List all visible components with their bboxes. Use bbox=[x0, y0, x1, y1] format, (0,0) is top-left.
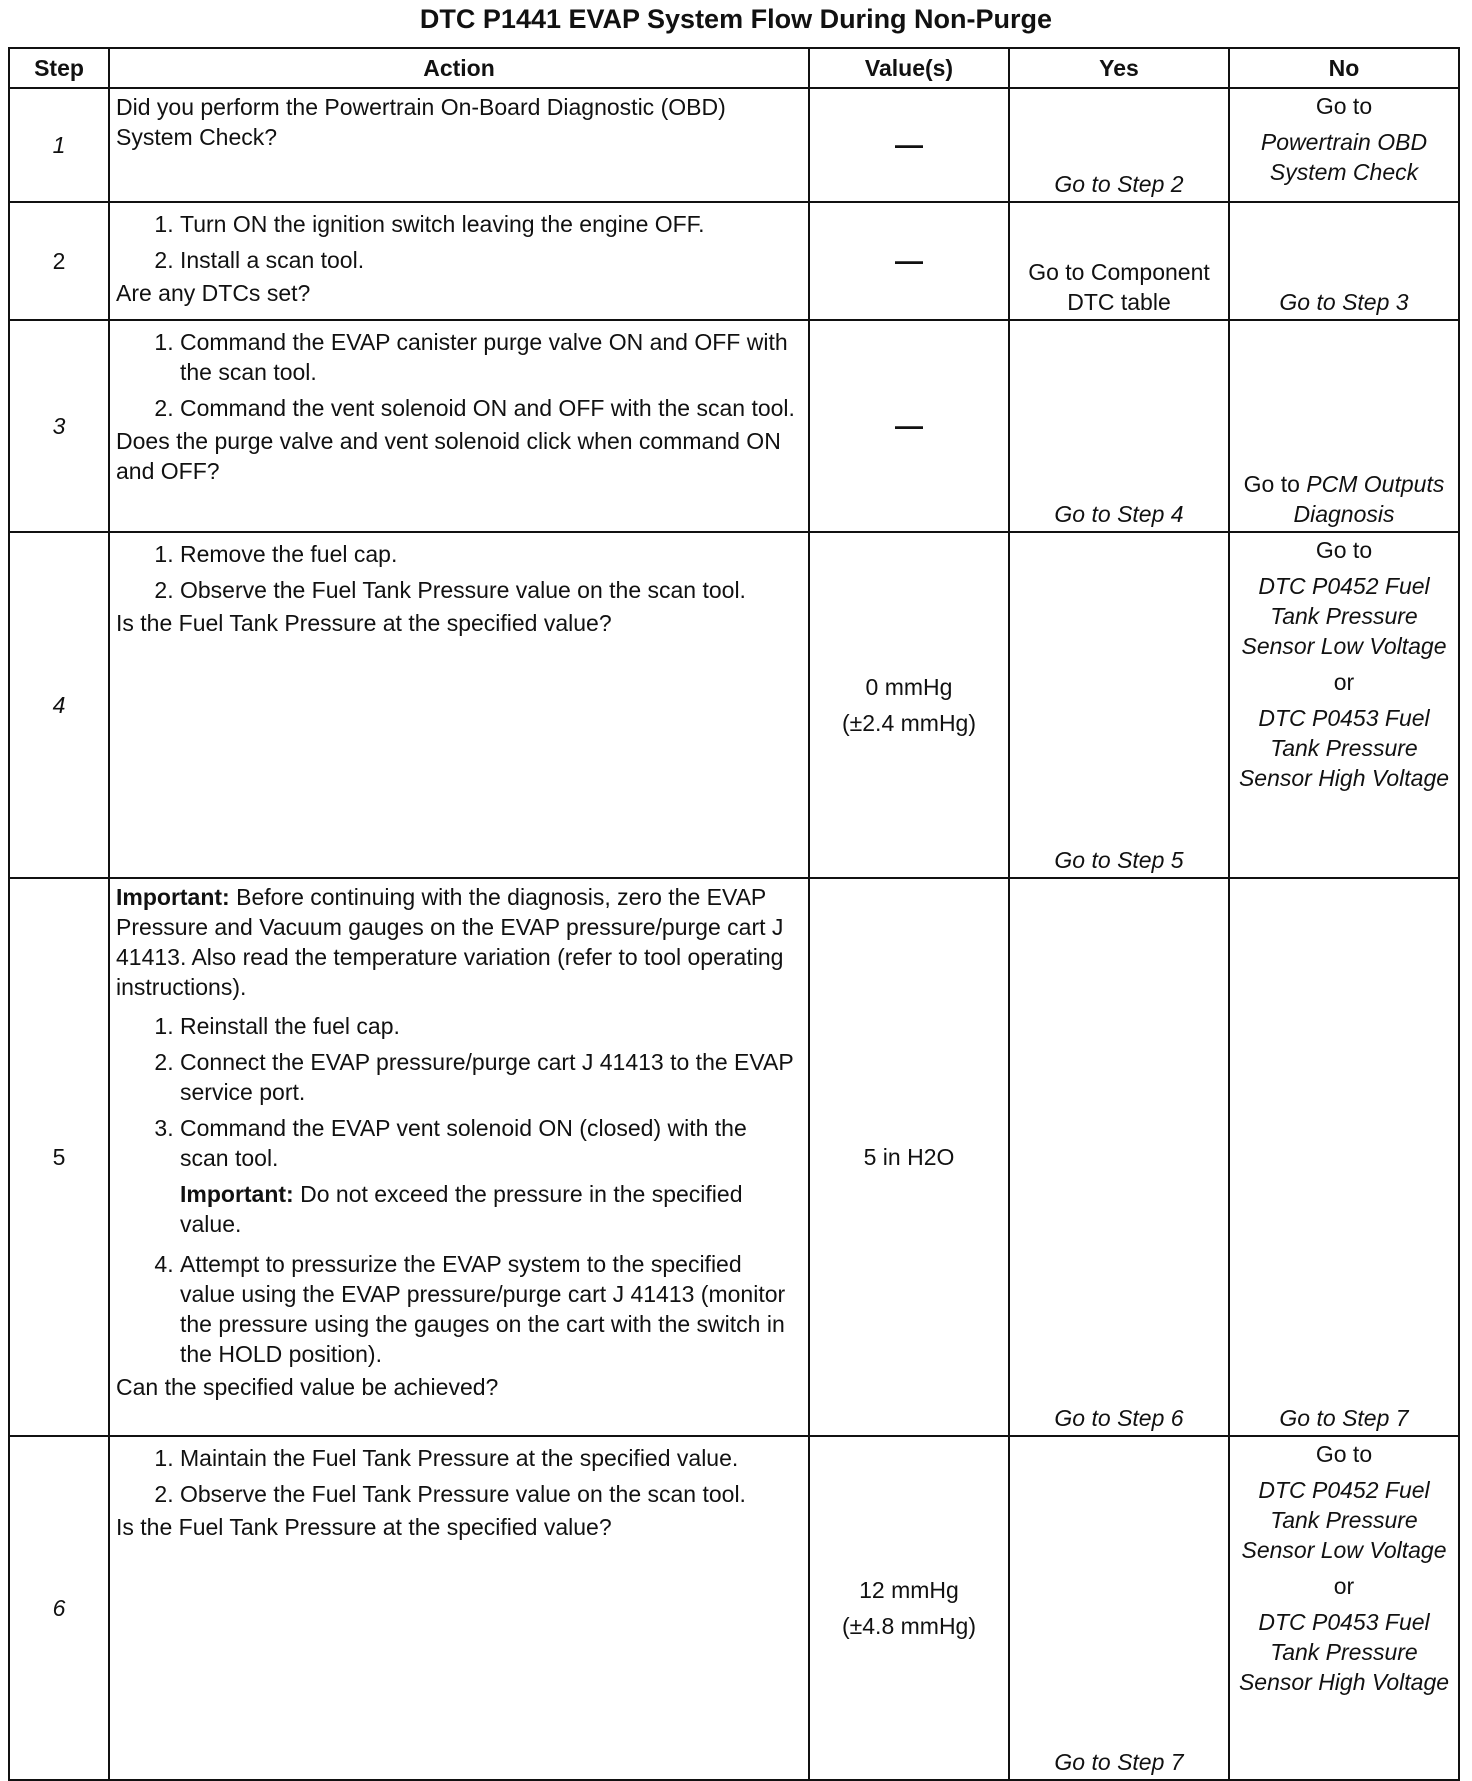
value-line: 0 mmHg bbox=[865, 674, 953, 700]
value-cell bbox=[809, 202, 1009, 320]
yes-link[interactable]: Go to Component DTC table bbox=[1009, 202, 1229, 320]
action-step-item: 1. Command the EVAP canister purge valve ON and OFF with the scan tool. bbox=[180, 324, 800, 390]
no-link[interactable]: PCM Outputs Diagnosis bbox=[1293, 471, 1445, 527]
action-question: Are any DTCs set? bbox=[116, 280, 311, 306]
step-number: 5 bbox=[9, 878, 109, 1436]
table-row-step-6 bbox=[9, 1436, 1459, 1780]
no-link-p0453[interactable]: DTC P0453 Fuel Tank Pressure Sensor High Voltage bbox=[1238, 1609, 1450, 1695]
no-or: or bbox=[1333, 1573, 1355, 1599]
action-steps bbox=[116, 1008, 800, 1372]
no-cell bbox=[1229, 88, 1459, 202]
action-step-item: 2. Install a scan tool. bbox=[180, 242, 800, 278]
action-question: Can the specified value be achieved? bbox=[116, 1374, 499, 1400]
table-header-row bbox=[9, 48, 1459, 88]
diagnostic-table bbox=[8, 47, 1460, 1781]
no-go-to: Go to bbox=[1315, 1441, 1373, 1467]
action-step-item: 1. Remove the fuel cap. bbox=[180, 536, 800, 572]
table-row-step-4 bbox=[9, 532, 1459, 878]
table-row-step-2 bbox=[9, 202, 1459, 320]
table-row-step-3 bbox=[9, 320, 1459, 532]
value-cell bbox=[809, 1436, 1009, 1780]
value-line: 12 mmHg bbox=[859, 1577, 959, 1603]
no-cell bbox=[1229, 320, 1459, 532]
action-question: Did you perform the Powertrain On-Board Diagnostic (OBD) System Check? bbox=[116, 94, 726, 150]
action-steps bbox=[116, 536, 800, 608]
header-no: No bbox=[1229, 48, 1459, 88]
step-number: 3 bbox=[9, 320, 109, 532]
no-link-p0452[interactable]: DTC P0452 Fuel Tank Pressure Sensor Low Voltage bbox=[1241, 573, 1447, 659]
action-step-item: 2. Observe the Fuel Tank Pressure value on the scan tool. bbox=[180, 572, 800, 608]
no-link[interactable]: Go to Step 7 bbox=[1229, 878, 1459, 1436]
value-line: 5 in H2O bbox=[863, 1144, 955, 1170]
important-label: Important: bbox=[116, 884, 230, 910]
action-step-item bbox=[180, 1110, 800, 1246]
value-cell bbox=[809, 88, 1009, 202]
action-step-item: 2. Observe the Fuel Tank Pressure value on the scan tool. bbox=[180, 1476, 800, 1512]
action-question: Is the Fuel Tank Pressure at the specified value? bbox=[116, 1514, 612, 1540]
no-go-to: Go to bbox=[1315, 93, 1373, 119]
no-link[interactable]: Go to Step 3 bbox=[1229, 202, 1459, 320]
action-question: Does the purge valve and vent solenoid click when command ON and OFF? bbox=[116, 428, 781, 484]
step-number: 2 bbox=[9, 202, 109, 320]
header-step: Step bbox=[9, 48, 109, 88]
page-title: DTC P1441 EVAP System Flow During Non-Purge bbox=[419, 4, 1053, 34]
yes-link[interactable]: Go to Step 4 bbox=[1009, 320, 1229, 532]
no-cell bbox=[1229, 1436, 1459, 1780]
step-number: 6 bbox=[9, 1436, 109, 1780]
important-text: Before continuing with the diagnosis, zero the EVAP Pressure and Vacuum gauges on the EVAP pressure/purge cart J 41413. Also read the temperature variation (refer to tool operating instructions). bbox=[116, 884, 784, 1000]
no-link-p0452[interactable]: DTC P0452 Fuel Tank Pressure Sensor Low Voltage bbox=[1241, 1477, 1447, 1563]
value-dash: — bbox=[895, 409, 923, 441]
action-steps bbox=[116, 1440, 800, 1512]
action-step-item: 4. Attempt to pressurize the EVAP system to the specified value using the EVAP pressure/purge cart J 41413 (monitor the pressure using the gauges on the cart with the switch in the HOLD position). bbox=[180, 1246, 800, 1372]
action-step-item: 1. Maintain the Fuel Tank Pressure at the specified value. bbox=[180, 1440, 800, 1476]
header-yes: Yes bbox=[1009, 48, 1229, 88]
header-values: Value(s) bbox=[809, 48, 1009, 88]
no-link[interactable]: Powertrain OBD System Check bbox=[1260, 129, 1428, 185]
yes-link[interactable]: Go to Step 6 bbox=[1009, 878, 1229, 1436]
no-go-to: Go to bbox=[1315, 537, 1373, 563]
table-row-step-1 bbox=[9, 88, 1459, 202]
action-cell bbox=[109, 202, 809, 320]
value-dash: — bbox=[895, 244, 923, 276]
value-tolerance: (±2.4 mmHg) bbox=[841, 710, 977, 736]
action-step-item: 2. Command the vent solenoid ON and OFF with the scan tool. bbox=[180, 390, 800, 426]
yes-link[interactable]: Go to Step 5 bbox=[1009, 532, 1229, 878]
no-link-p0453[interactable]: DTC P0453 Fuel Tank Pressure Sensor High Voltage bbox=[1238, 705, 1450, 791]
step-number: 4 bbox=[9, 532, 109, 878]
action-cell bbox=[109, 532, 809, 878]
header-action: Action bbox=[109, 48, 809, 88]
inner-important-label: Important: bbox=[180, 1181, 294, 1207]
value-cell bbox=[809, 320, 1009, 532]
action-steps bbox=[116, 206, 800, 278]
action-cell bbox=[109, 320, 809, 532]
action-cell bbox=[109, 88, 809, 202]
action-question: Is the Fuel Tank Pressure at the specified value? bbox=[116, 610, 612, 636]
action-step-item: 1. Reinstall the fuel cap. bbox=[180, 1008, 800, 1044]
no-cell bbox=[1229, 532, 1459, 878]
inner-important-note bbox=[180, 1179, 800, 1239]
no-or: or bbox=[1333, 669, 1355, 695]
yes-link[interactable]: Go to Step 7 bbox=[1009, 1436, 1229, 1780]
action-cell bbox=[109, 878, 809, 1436]
action-step-text: Command the EVAP vent solenoid ON (closed) with the scan tool. bbox=[180, 1115, 747, 1171]
action-cell bbox=[109, 1436, 809, 1780]
no-go-to: Go to bbox=[1243, 471, 1300, 497]
value-dash: — bbox=[895, 128, 923, 160]
important-note bbox=[116, 882, 800, 1002]
action-step-item: 2. Connect the EVAP pressure/purge cart J 41413 to the EVAP service port. bbox=[180, 1044, 800, 1110]
value-tolerance: (±4.8 mmHg) bbox=[841, 1613, 977, 1639]
action-step-item: 1. Turn ON the ignition switch leaving the engine OFF. bbox=[180, 206, 800, 242]
action-steps bbox=[116, 324, 800, 426]
value-cell bbox=[809, 878, 1009, 1436]
step-number: 1 bbox=[9, 88, 109, 202]
yes-link[interactable]: Go to Step 2 bbox=[1009, 88, 1229, 202]
value-cell bbox=[809, 532, 1009, 878]
inner-important-text: Do not exceed the pressure in the specified value. bbox=[180, 1181, 743, 1237]
table-row-step-5 bbox=[9, 878, 1459, 1436]
